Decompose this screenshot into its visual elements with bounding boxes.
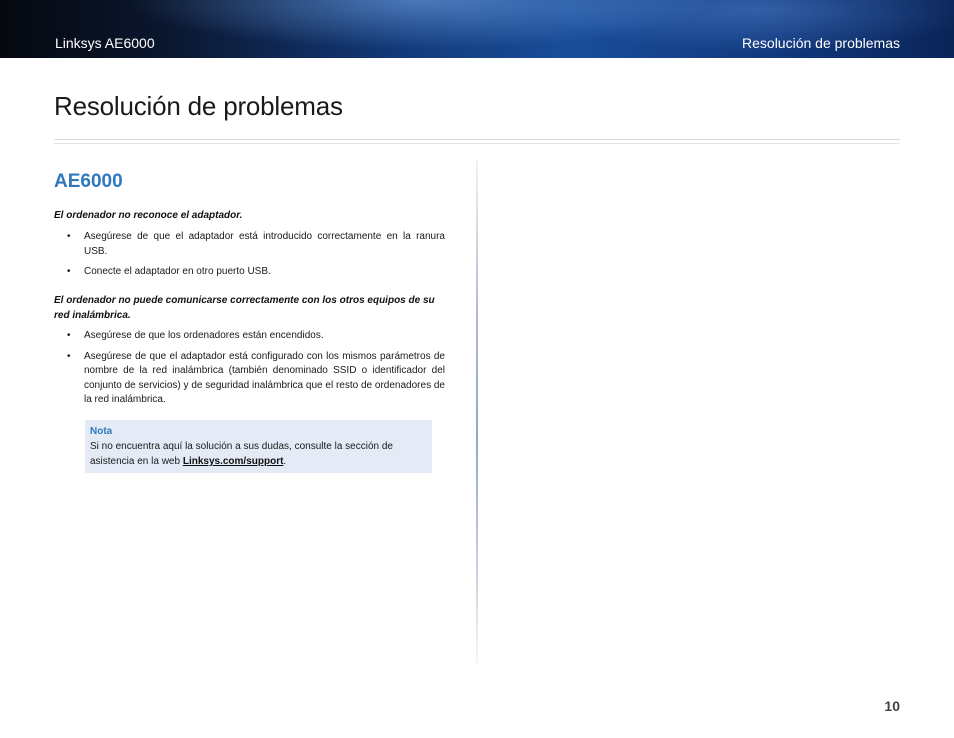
bullet-icon: • xyxy=(67,266,71,277)
list-item xyxy=(54,265,445,280)
page-number: 10 xyxy=(884,698,900,714)
note-text-before: Si no encuentra aquí la solución a sus dudas, consulte la sección de asistencia en la web xyxy=(90,441,393,467)
title-divider xyxy=(54,139,900,144)
bullet-icon: • xyxy=(67,231,71,242)
note-label: Nota xyxy=(90,426,113,437)
problem-solution-list xyxy=(54,329,445,414)
header-product-name: Linksys AE6000 xyxy=(55,35,155,51)
bullet-icon: • xyxy=(67,330,71,341)
list-item-text: Asegúrese de que el adaptador está introducido correctamente en la ranura USB. xyxy=(84,231,445,257)
list-item-text: Conecte el adaptador en otro puerto USB. xyxy=(84,266,271,277)
column-divider xyxy=(476,160,478,665)
support-link[interactable]: Linksys.com/support xyxy=(182,456,284,467)
problem-heading: El ordenador no reconoce el adaptador. xyxy=(54,210,243,221)
list-item xyxy=(54,329,445,344)
page-title: Resolución de problemas xyxy=(54,91,343,121)
problem-heading: El ordenador no puede comunicarse correctamente con los otros equipos de su red inalámbrica. xyxy=(54,295,435,321)
list-item-text: Asegúrese de que el adaptador está configurado con los mismos parámetros de nombre de la red inalámbrica (también denominado SSID o identificador del conjunto de servicios) y de seguridad inalámbrica que el resto de ordenadores de la red inalámbrica. xyxy=(84,350,445,405)
list-item xyxy=(54,230,445,259)
note-text-after: . xyxy=(283,456,287,467)
header-banner xyxy=(0,0,954,58)
note-box xyxy=(85,420,432,473)
section-heading: AE6000 xyxy=(54,171,123,192)
list-item xyxy=(54,350,445,408)
list-item-text: Asegúrese de que los ordenadores están encendidos. xyxy=(84,330,324,341)
header-section-name: Resolución de problemas xyxy=(742,35,900,51)
bullet-icon: • xyxy=(67,350,71,362)
problem-solution-list xyxy=(54,230,445,286)
note-text xyxy=(90,439,427,469)
